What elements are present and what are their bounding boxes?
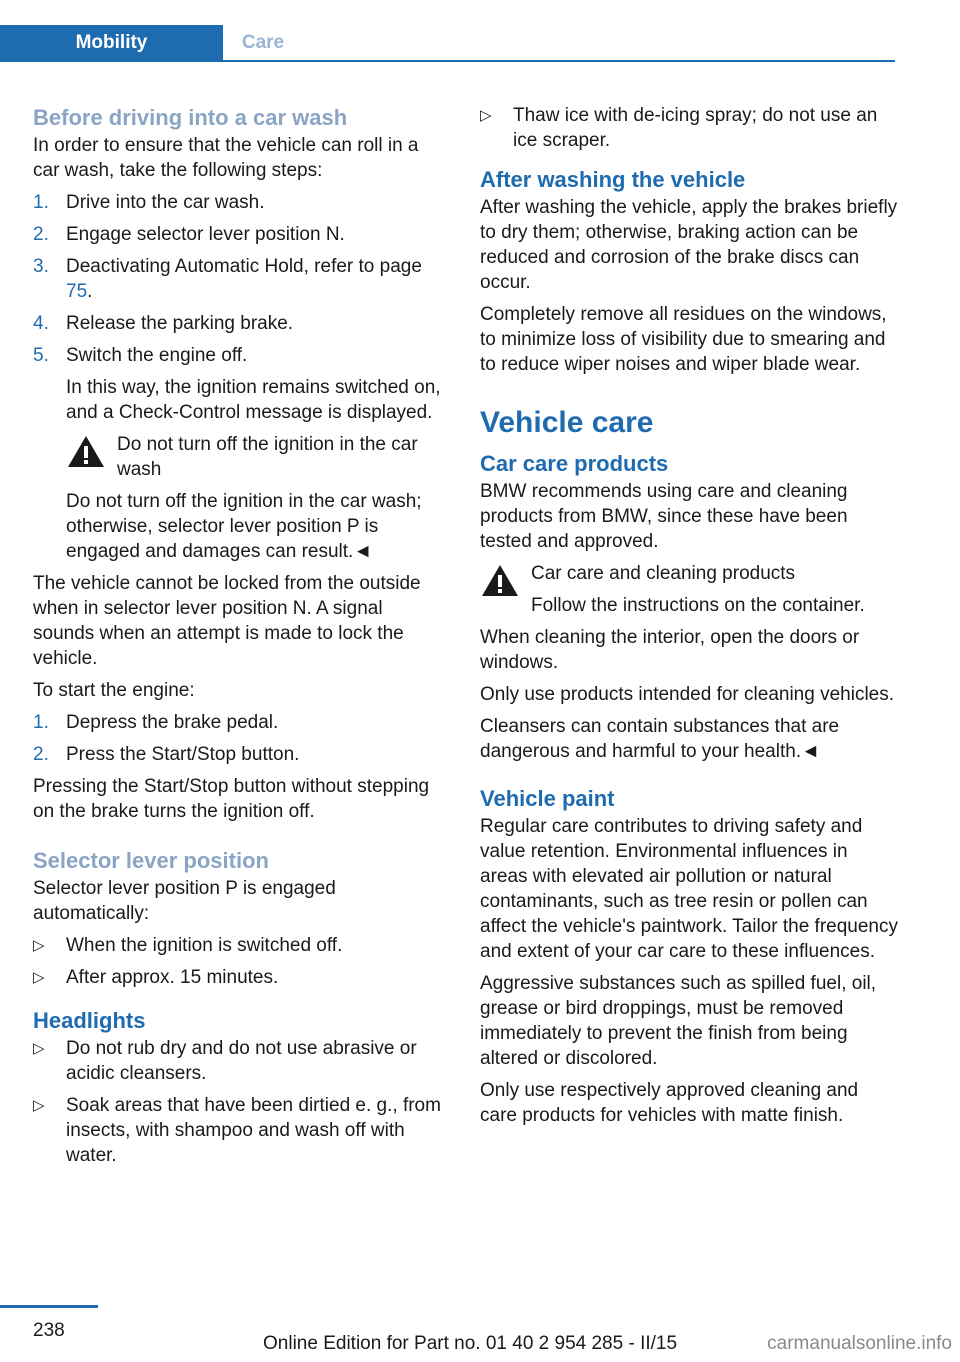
step-text: Depress the brake pedal. <box>66 712 279 733</box>
page-link[interactable]: 75 <box>66 281 88 302</box>
item-text: Do not rub dry and do not use abrasive or acidic cleansers. <box>66 1038 417 1084</box>
car-wash-steps <box>33 190 445 564</box>
headlight-list <box>33 1036 445 1168</box>
bullet-icon: ▷ <box>33 937 45 954</box>
step-text: Drive into the car wash. <box>66 192 265 213</box>
header-divider <box>0 60 895 62</box>
list-item <box>33 222 445 247</box>
step-text: Switch the engine off. <box>66 345 248 366</box>
list-item <box>33 254 445 304</box>
list-item <box>480 103 900 153</box>
thaw-list <box>480 103 900 153</box>
step-text: Deactivating Automatic Hold, refer to page <box>66 256 422 277</box>
step-number: 1. <box>33 712 49 733</box>
warning-title: Do not turn off the ignition in the car wash <box>117 434 418 480</box>
heading-selector-lever: Selector lever position <box>33 848 269 873</box>
list-item <box>33 965 445 990</box>
lock-note: The vehicle cannot be locked from the outside when in selector lever position N. A signal sounds when an attempt is made to lock the vehicle. <box>33 573 421 669</box>
watermark: carmanualsonline.info <box>767 1333 952 1354</box>
list-item <box>33 1093 445 1168</box>
list-item <box>33 190 445 215</box>
item-text: After approx. 15 minutes. <box>66 967 279 988</box>
heading-vehicle-care: Vehicle care <box>480 406 654 439</box>
step-number: 3. <box>33 256 49 277</box>
step-number: 4. <box>33 313 49 334</box>
step-number: 5. <box>33 345 49 366</box>
footer-divider <box>0 1305 98 1308</box>
start-note: Pressing the Start/Stop button without stepping on the brake turns the ignition off. <box>33 776 430 822</box>
step5-note: In this way, the ignition remains switched on, and a Check-Control message is displayed. <box>66 377 441 423</box>
heading-car-care-products: Car care products <box>480 451 669 476</box>
step-number: 2. <box>33 224 49 245</box>
header-tabs <box>0 25 895 61</box>
car-wash-intro: In order to ensure that the vehicle can roll in a car wash, take the following steps: <box>33 135 419 181</box>
left-column <box>33 103 445 1175</box>
paint-para-3: Only use respectively approved cleaning and care products for vehicles with matte finish. <box>480 1080 859 1126</box>
list-item <box>33 311 445 336</box>
item-text: When the ignition is switched off. <box>66 935 343 956</box>
start-intro: To start the engine: <box>33 680 195 701</box>
heading-vehicle-paint: Vehicle paint <box>480 786 615 811</box>
tab-mobility[interactable]: Mobility <box>0 25 223 61</box>
step-text-end: . <box>87 281 93 302</box>
start-steps <box>33 710 445 767</box>
warning-block <box>66 432 445 482</box>
bullet-icon: ▷ <box>480 107 492 124</box>
selector-intro: Selector lever position P is engaged automatically: <box>33 878 336 924</box>
step-number: 1. <box>33 192 49 213</box>
paint-para-2: Aggressive substances such as spilled fuel, oil, grease or bird droppings, must be removed immediately to prevent the finish from being altered or discolored. <box>480 973 877 1069</box>
list-item <box>33 1036 445 1086</box>
warning-block <box>480 561 900 618</box>
list-item <box>33 343 445 564</box>
item-text: Soak areas that have been dirtied e. g., from insects, with shampoo and wash off with water. <box>66 1095 441 1166</box>
paint-para-1: Regular care contributes to driving safety and value retention. Environmental influences in areas with elevated air pollution or natural contaminants, such as tree resin or pollen can affect the vehicle's paintwork. Tailor the frequency and extent of your car care to these influences. <box>480 816 898 962</box>
products-para: BMW recommends using care and cleaning products from BMW, since these have been tested and approved. <box>480 481 848 552</box>
list-item <box>33 742 445 767</box>
heading-headlights: Headlights <box>33 1008 146 1033</box>
step-text: Press the Start/Stop button. <box>66 744 300 765</box>
edition-text: Online Edition for Part no. 01 40 2 954 285 - II/15 <box>263 1333 678 1354</box>
right-column <box>480 103 900 1128</box>
warning-line: Follow the instructions on the container. <box>531 595 865 616</box>
after-wash-para-2: Completely remove all residues on the windows, to minimize loss of visibility due to smearing and to reduce wiper noises and wiper blade wear. <box>480 304 887 375</box>
bullet-icon: ▷ <box>33 1097 45 1114</box>
warning-icon <box>480 561 520 601</box>
step-text: Release the parking brake. <box>66 313 294 334</box>
heading-car-wash: Before driving into a car wash <box>33 105 348 130</box>
only-use-para: Only use products intended for cleaning vehicles. <box>480 684 895 705</box>
warning-body: Do not turn off the ignition in the car wash; otherwise, selector lever position P is engaged and damages can result.◄ <box>66 491 422 562</box>
selector-list <box>33 933 445 990</box>
step-number: 2. <box>33 744 49 765</box>
after-wash-para-1: After washing the vehicle, apply the brakes briefly to dry them; otherwise, braking action can be reduced and corrosion of the brake discs can occur. <box>480 197 898 293</box>
heading-after-washing: After washing the vehicle <box>480 167 746 192</box>
interior-para: When cleaning the interior, open the doors or windows. <box>480 627 860 673</box>
item-text: Thaw ice with de-icing spray; do not use an ice scraper. <box>513 105 878 151</box>
warning-title: Car care and cleaning products <box>531 563 796 584</box>
list-item <box>33 710 445 735</box>
warning-icon <box>66 432 106 472</box>
step-text: Engage selector lever position N. <box>66 224 345 245</box>
bullet-icon: ▷ <box>33 1040 45 1057</box>
bullet-icon: ▷ <box>33 969 45 986</box>
list-item <box>33 933 445 958</box>
tab-care[interactable]: Care <box>241 32 285 53</box>
cleansers-para: Cleansers can contain substances that are dangerous and harmful to your health.◄ <box>480 716 840 762</box>
page-number: 238 <box>33 1320 65 1341</box>
